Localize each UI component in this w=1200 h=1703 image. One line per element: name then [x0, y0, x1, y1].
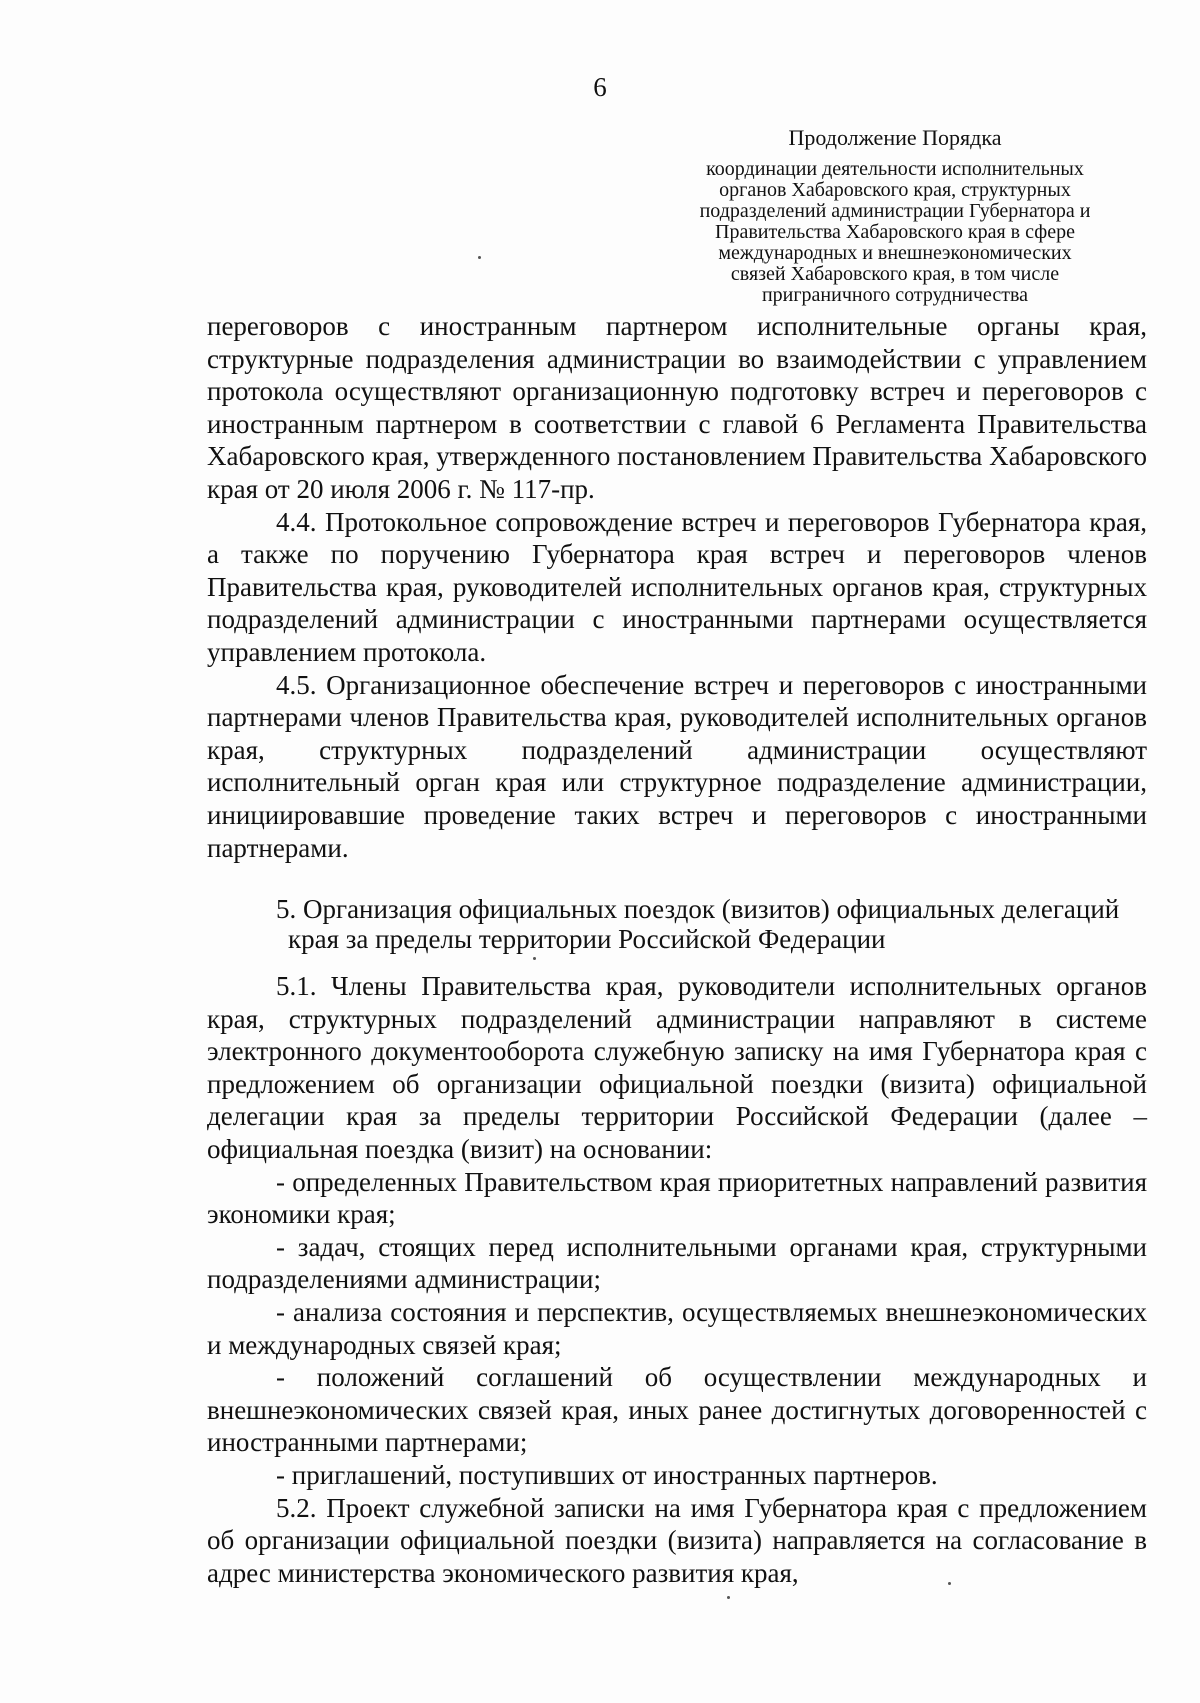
list-item: - задач, стоящих перед исполнительными органами края, структурными подразделениями администрации;: [207, 1231, 1147, 1295]
header-line: связей Хабаровского края, в том числе: [730, 263, 1060, 285]
header-line: Правительства Хабаровского края в сфере: [715, 221, 1075, 243]
header-title: Продолжение Порядка: [788, 125, 1002, 150]
paragraph-4-4: 4.4. Протокольное сопровождение встреч и переговоров Губернатора края, а также по поручению Губернатора края встреч и переговоров членов Правительства края, руководителей исполнительных органов края, структурных подразделений администрации с иностранными партнерами осуществляется управлением протокола.: [207, 506, 1147, 667]
scan-speck: [948, 1582, 951, 1585]
page-number: 6: [593, 72, 607, 102]
section-heading-line: 5. Организация официальных поездок (визитов) официальных делегаций: [276, 894, 1120, 925]
header-line: подразделений администрации Губернатора и: [699, 200, 1091, 222]
paragraph-5-1: 5.1. Члены Правительства края, руководители исполнительных органов края, структурных подразделений администрации направляют в системе электронного документооборота служебную записку на имя Губернатора края с предложением об организации официальной поездки (визита) официальной делегации края за пределы территории Российской Федерации (далее – официальная поездка (визит) на основании:: [207, 971, 1147, 1165]
section-heading: [207, 894, 1147, 954]
document-header: [660, 125, 1130, 306]
section-heading-line: края за пределы территории Российской Федерации: [288, 924, 886, 955]
list-item: - определенных Правительством края приоритетных направлений развития экономики края;: [207, 1166, 1147, 1230]
document-body: [207, 310, 1147, 1589]
scan-speck: [533, 957, 536, 960]
list-item: - приглашений, поступивших от иностранных партнеров.: [276, 1460, 938, 1490]
scan-speck: [478, 256, 481, 259]
paragraph: переговоров с иностранным партнером исполнительные органы края, структурные подразделения администрации во взаимодействии с управлением протокола осуществляют организационную подготовку встреч и переговоров с иностранным партнером в соответствии с главой 6 Регламента Правительства Хабаровского края, утвержденного постановлением Правительства Хабаровского края от 20 июля 2006 г. № 117-пр.: [207, 311, 1147, 504]
header-line: международных и внешнеэкономических: [718, 242, 1072, 264]
scan-speck: [727, 1596, 730, 1599]
list-item: - положений соглашений об осуществлении международных и внешнеэкономических связей края, иных ранее достигнутых договоренностей с иностранными партнерами;: [207, 1362, 1147, 1458]
header-line: органов Хабаровского края, структурных: [719, 179, 1071, 201]
header-line: приграничного сотрудничества: [761, 284, 1029, 306]
paragraph-4-5: 4.5. Организационное обеспечение встреч и переговоров с иностранными партнерами членов Правительства края, руководителей исполнительных органов края, структурных подразделений администрации осуществляют исполнительный орган края или структурное подразделение администрации, инициировавшие проведение таких встреч и переговоров с иностранными партнерами.: [207, 669, 1147, 863]
list-item: - анализа состояния и перспектив, осуществляемых внешнеэкономических и международных связей края;: [207, 1297, 1147, 1360]
header-line: координации деятельности исполнительных: [706, 158, 1084, 180]
paragraph-5-2: 5.2. Проект служебной записки на имя Губернатора края с предложением об организации официальной поездки (визита) направляется на согласование в адрес министерства экономического развития края,: [207, 1492, 1147, 1588]
